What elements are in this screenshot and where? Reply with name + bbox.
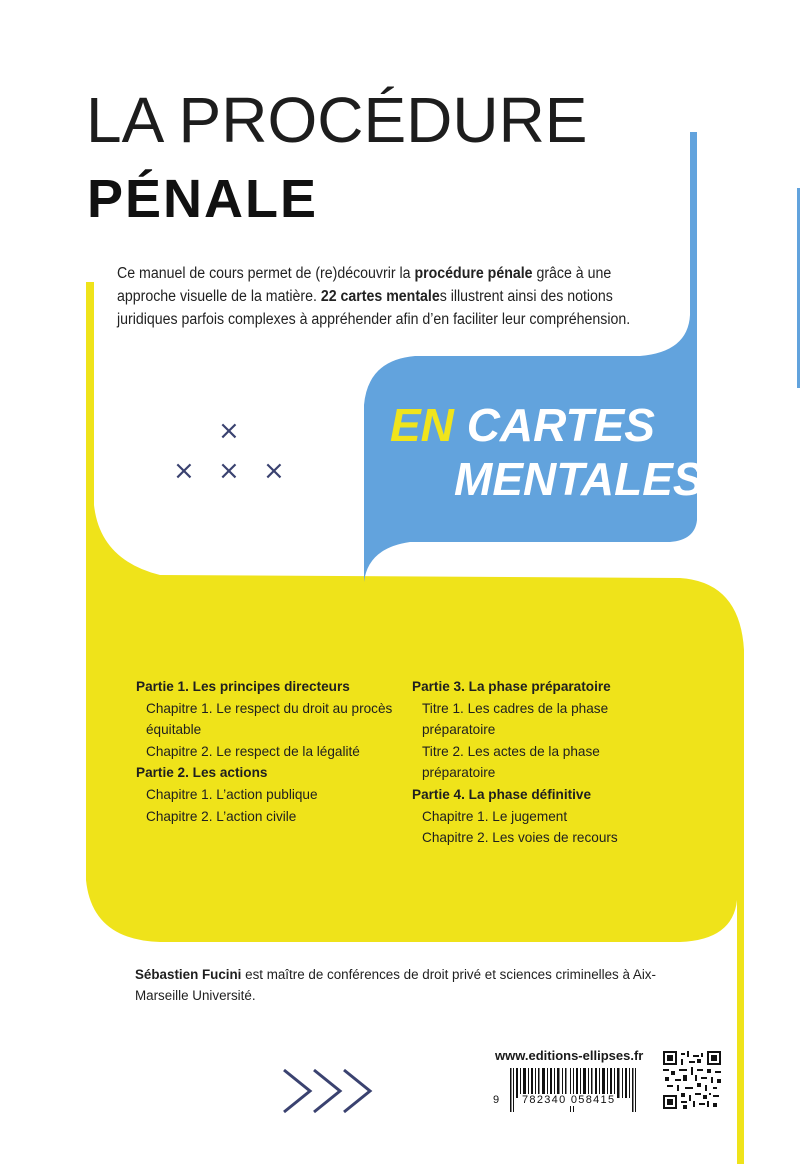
cross-mark-icon: × <box>263 456 285 486</box>
toc-chapter: Chapitre 1. Le respect du droit au procès <box>146 700 393 716</box>
blue-badge-panel <box>364 132 697 582</box>
badge-cartes: CARTES <box>466 399 655 451</box>
cross-mark-icon: × <box>173 456 195 486</box>
qr-code-icon[interactable] <box>663 1051 721 1109</box>
toc-chapter: Chapitre 1. Le jugement <box>422 808 568 824</box>
toc-part-4: Partie 4. La phase définitive <box>412 786 592 802</box>
author-description: est maître de conférences de droit privé et sciences criminelles à Aix-Marseille Université. <box>135 967 656 1003</box>
intro-paragraph <box>117 262 632 331</box>
cross-mark-icon: × <box>218 416 240 446</box>
toc-chapter: Chapitre 2. Les voies de recours <box>422 830 618 846</box>
intro-bold-2: 22 cartes mentale <box>320 288 440 305</box>
intro-text-2: grâce à une approche visuelle de la matière. <box>117 265 612 305</box>
toc-chapter-cont: équitable <box>146 722 202 738</box>
toc-right-column <box>412 676 672 849</box>
toc-part-2: Partie 2. Les actions <box>136 765 268 781</box>
toc-left-column <box>136 676 394 827</box>
toc-chapter: Chapitre 2. Le respect de la légalité <box>146 743 360 759</box>
toc-title: Titre 1. Les cadres de la phase préparatoire <box>422 700 609 738</box>
intro-text-1: Ce manuel de cours permet de (re)découvrir la <box>117 265 415 282</box>
badge-line-1 <box>390 399 690 451</box>
isbn-first-digit: 9 <box>493 1094 500 1106</box>
title-line-1: LA PROCÉDURE <box>86 84 588 156</box>
cross-mark-icon: × <box>218 456 240 486</box>
toc-chapter: Chapitre 2. L’action civile <box>146 808 297 824</box>
toc-part-1: Partie 1. Les principes directeurs <box>136 679 350 694</box>
isbn-number: 782340 058415 <box>522 1094 616 1106</box>
intro-text-3: s illustrent ainsi des notions juridiques parfois complexes à appréhender afin d’en faciliter leur compréhension. <box>117 288 631 328</box>
chevrons-right-icon <box>280 1064 380 1118</box>
toc-part-3: Partie 3. La phase préparatoire <box>412 679 611 694</box>
author-bio <box>135 964 695 1006</box>
toc-chapter: Chapitre 1. L’action publique <box>146 786 318 802</box>
title-line-2: PÉNALE <box>87 169 319 229</box>
toc-title: Titre 2. Les actes de la phase préparatoire <box>422 743 600 781</box>
intro-bold-1: procédure pénale <box>414 265 533 282</box>
publisher-website[interactable]: www.editions-ellipses.fr <box>495 1048 644 1063</box>
author-name: Sébastien Fucini <box>135 967 242 982</box>
badge-en: EN <box>390 399 454 451</box>
badge-line-2: MENTALES <box>454 453 704 505</box>
